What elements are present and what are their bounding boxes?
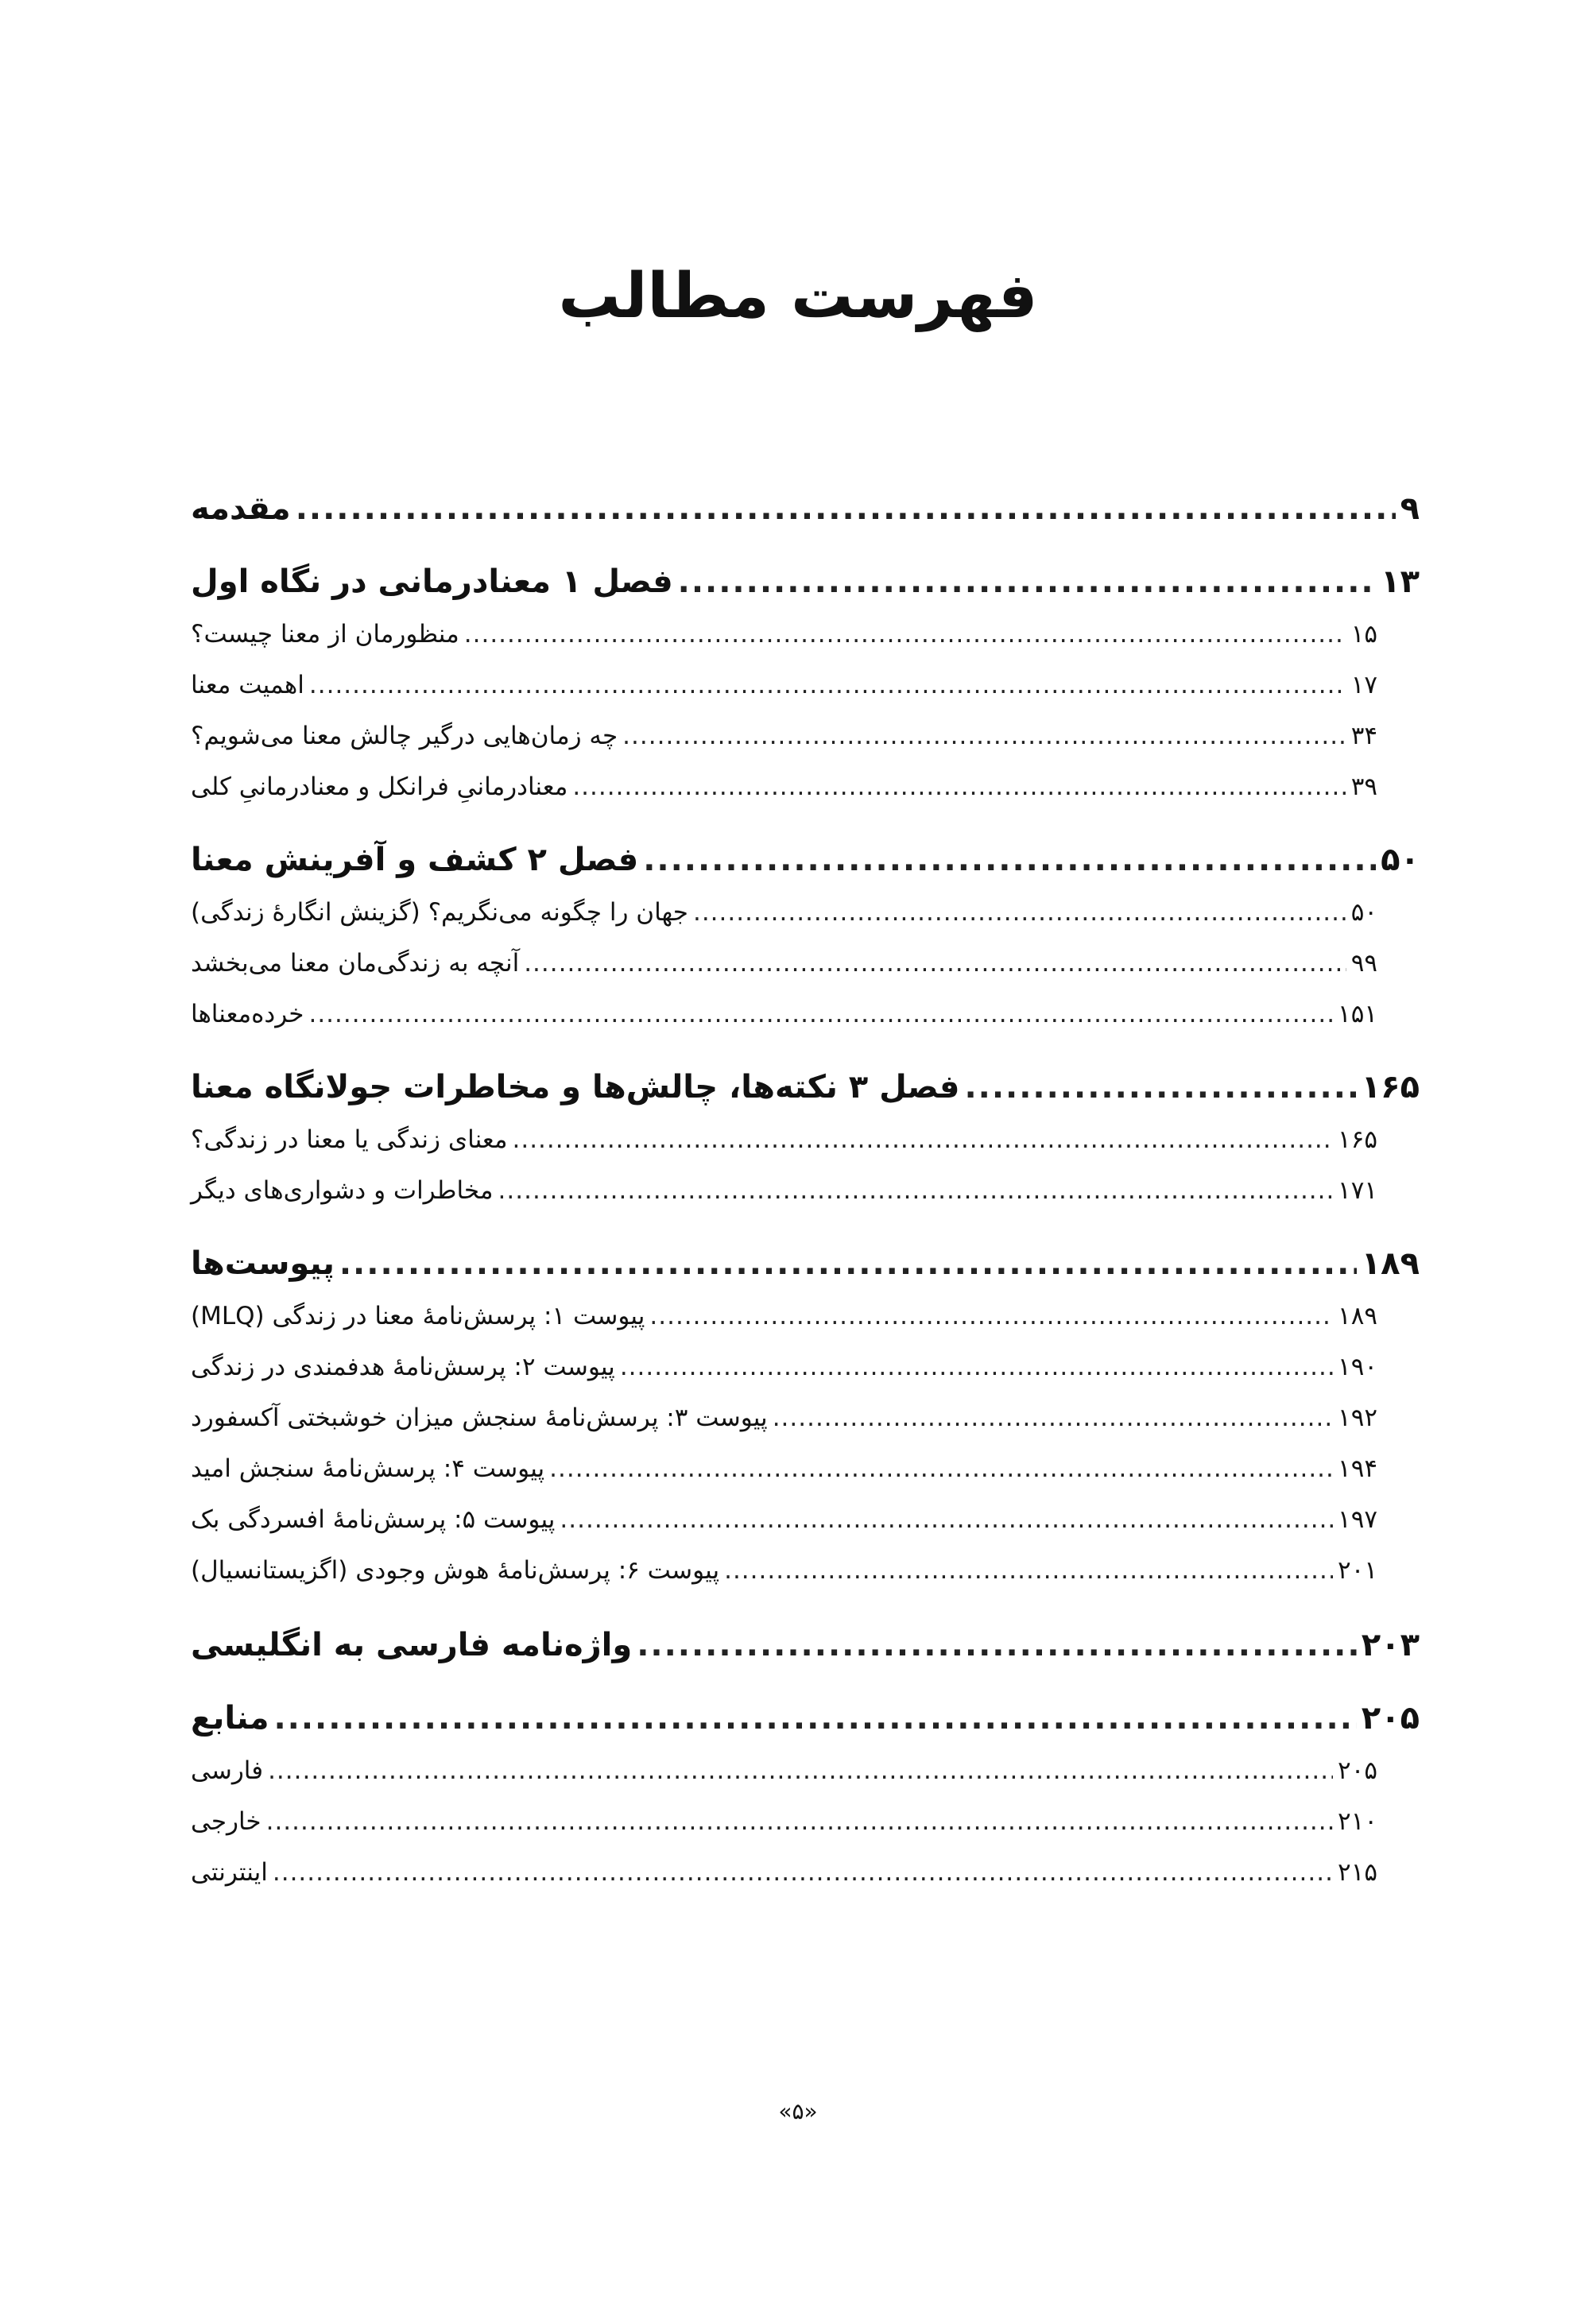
toc-entry-page: ۳۴ — [1350, 722, 1377, 750]
dot-leader — [560, 1496, 1333, 1543]
toc-entry-title: پیوست ۳: پرسش‌نامهٔ سنجش میزان خوشبختی آکسفورد — [191, 1404, 768, 1432]
dot-leader — [773, 1394, 1333, 1442]
toc-entry-title: منابع — [191, 1700, 269, 1737]
toc-entry-page: ۱۹۷ — [1338, 1505, 1377, 1534]
toc-entry — [191, 1240, 1420, 1287]
toc-entry — [191, 1849, 1377, 1896]
dot-leader — [339, 1240, 1357, 1287]
dot-leader — [513, 1116, 1334, 1164]
toc-entry-page: ۱۷۱ — [1338, 1176, 1377, 1205]
page-number: «۵» — [778, 2098, 818, 2124]
toc-entry-page: ۱۹۴ — [1338, 1454, 1377, 1483]
toc-entry-title: واژه‌نامه فارسی به انگلیسی — [191, 1627, 633, 1663]
dot-leader — [964, 1063, 1356, 1111]
dot-leader — [637, 1621, 1357, 1669]
toc-entry — [191, 485, 1420, 532]
toc-entry — [191, 1343, 1377, 1391]
toc-entry-page: ۲۰۳ — [1361, 1627, 1420, 1663]
toc-entry-title: خارجی — [191, 1807, 261, 1836]
dot-leader — [309, 661, 1346, 709]
toc-entry-page: ۱۹۲ — [1338, 1404, 1377, 1432]
toc-entry — [191, 836, 1420, 884]
toc-entry — [191, 610, 1377, 658]
toc-entry-title: مقدمه — [191, 490, 291, 527]
toc-entry-title: فارسی — [191, 1756, 264, 1785]
toc-entry — [191, 661, 1377, 709]
toc-entry — [191, 990, 1377, 1038]
toc-entry-title: آنچه به زندگی‌مان معنا می‌بخشد — [191, 949, 520, 978]
toc-entry-title: چه زمان‌هایی درگیر چالش معنا می‌شویم؟ — [191, 722, 618, 750]
toc-entry — [191, 763, 1377, 811]
toc-entry-title: منظورمان از معنا چیست؟ — [191, 620, 459, 649]
dot-leader — [693, 889, 1346, 936]
toc-entry — [191, 1747, 1377, 1795]
toc-entry-page: ۹ — [1400, 490, 1420, 527]
dot-leader — [572, 763, 1346, 811]
toc-entry — [191, 1798, 1377, 1845]
dot-leader — [620, 1343, 1333, 1391]
dot-leader — [498, 1167, 1334, 1214]
toc-entry-page: ۲۰۱ — [1338, 1556, 1377, 1585]
dot-leader — [308, 990, 1333, 1038]
toc-entry — [191, 712, 1377, 760]
toc-entry-title: جهان را چگونه می‌نگریم؟ (گزینش انگارهٔ زندگی) — [191, 898, 688, 927]
dot-leader — [273, 1849, 1333, 1896]
toc-entry — [191, 939, 1377, 987]
toc-entry — [191, 1116, 1377, 1164]
toc-entry — [191, 558, 1420, 606]
dot-leader — [296, 485, 1396, 532]
toc-entry — [191, 1496, 1377, 1543]
toc-entry-page: ۱۸۹ — [1338, 1302, 1377, 1330]
toc-entry-page: ۵۰ — [1350, 898, 1377, 927]
toc-entry-title: پیوست ۱: پرسش‌نامهٔ معنا در زندگی (MLQ) — [191, 1302, 645, 1330]
toc-entry-title: مخاطرات و دشواری‌های دیگر — [191, 1176, 494, 1205]
dot-leader — [649, 1292, 1333, 1340]
toc-entry-title: معنادرمانیِ فرانکل و معنادرمانیِ کلی — [191, 772, 568, 801]
dot-leader — [622, 712, 1346, 760]
dot-leader — [268, 1747, 1333, 1795]
toc-entry-title: فصل ۱ معنادرمانی در نگاه اول — [191, 563, 673, 600]
dot-leader — [678, 558, 1377, 606]
toc-entry-page: ۱۷ — [1350, 671, 1377, 699]
dot-leader — [266, 1798, 1333, 1845]
toc-entry — [191, 1394, 1377, 1442]
toc-entry-title: اینترنتی — [191, 1858, 268, 1887]
toc-entry — [191, 1445, 1377, 1493]
toc-entry-page: ۱۶۵ — [1361, 1069, 1420, 1105]
dot-leader — [273, 1694, 1356, 1742]
toc-entry-page: ۱۵۱ — [1338, 1000, 1377, 1028]
dot-leader — [464, 610, 1346, 658]
toc-entry-title: پیوست ۵: پرسش‌نامهٔ افسردگی بک — [191, 1505, 556, 1534]
toc-entry-page: ۲۰۵ — [1361, 1700, 1420, 1737]
toc-entry-page: ۹۹ — [1350, 949, 1377, 978]
toc-entry-title: اهمیت معنا — [191, 671, 304, 699]
dot-leader — [643, 836, 1376, 884]
toc-entry-page: ۱۸۹ — [1361, 1245, 1420, 1282]
toc-entry — [191, 1167, 1377, 1214]
toc-entry-page: ۱۶۵ — [1338, 1125, 1377, 1154]
toc-entry-page: ۲۱۰ — [1338, 1807, 1377, 1836]
toc-entry-page: ۲۰۵ — [1338, 1756, 1377, 1785]
toc-entry-title: پیوست ۴: پرسش‌نامهٔ سنجش امید — [191, 1454, 545, 1483]
toc-entry-title: فصل ۲ کشف و آفرینش معنا — [191, 842, 639, 878]
toc-entry-title: خرده‌معناها — [191, 1000, 304, 1028]
page-title: فهرست مطالب — [558, 261, 1038, 332]
toc-entry-title: فصل ۳ نکته‌ها، چالش‌ها و مخاطرات جولانگاه معنا — [191, 1069, 960, 1105]
toc-entry — [191, 889, 1377, 936]
toc-entry-title: معنای زندگی یا معنا در زندگی؟ — [191, 1125, 508, 1154]
toc-entry-title: پیوست‌ها — [191, 1245, 335, 1282]
dot-leader — [724, 1547, 1333, 1594]
toc-entry-title: پیوست ۲: پرسش‌نامهٔ هدفمندی در زندگی — [191, 1353, 615, 1381]
toc-entry — [191, 1694, 1420, 1742]
toc-entry — [191, 1063, 1420, 1111]
toc-entry-page: ۱۹۰ — [1338, 1353, 1377, 1381]
dot-leader — [524, 939, 1346, 987]
toc-entry-page: ۲۱۵ — [1338, 1858, 1377, 1887]
toc-entry — [191, 1547, 1377, 1594]
toc-entry — [191, 1292, 1377, 1340]
dot-leader — [549, 1445, 1333, 1493]
toc-entry — [191, 1621, 1420, 1669]
toc-entry-page: ۱۳ — [1381, 563, 1420, 600]
toc-entry-page: ۵۰ — [1381, 842, 1420, 878]
toc-entry-title: پیوست ۶: پرسش‌نامهٔ هوش وجودی (اگزیستانسیال) — [191, 1556, 720, 1585]
toc-entry-page: ۳۹ — [1350, 772, 1377, 801]
toc-entry-page: ۱۵ — [1350, 620, 1377, 649]
